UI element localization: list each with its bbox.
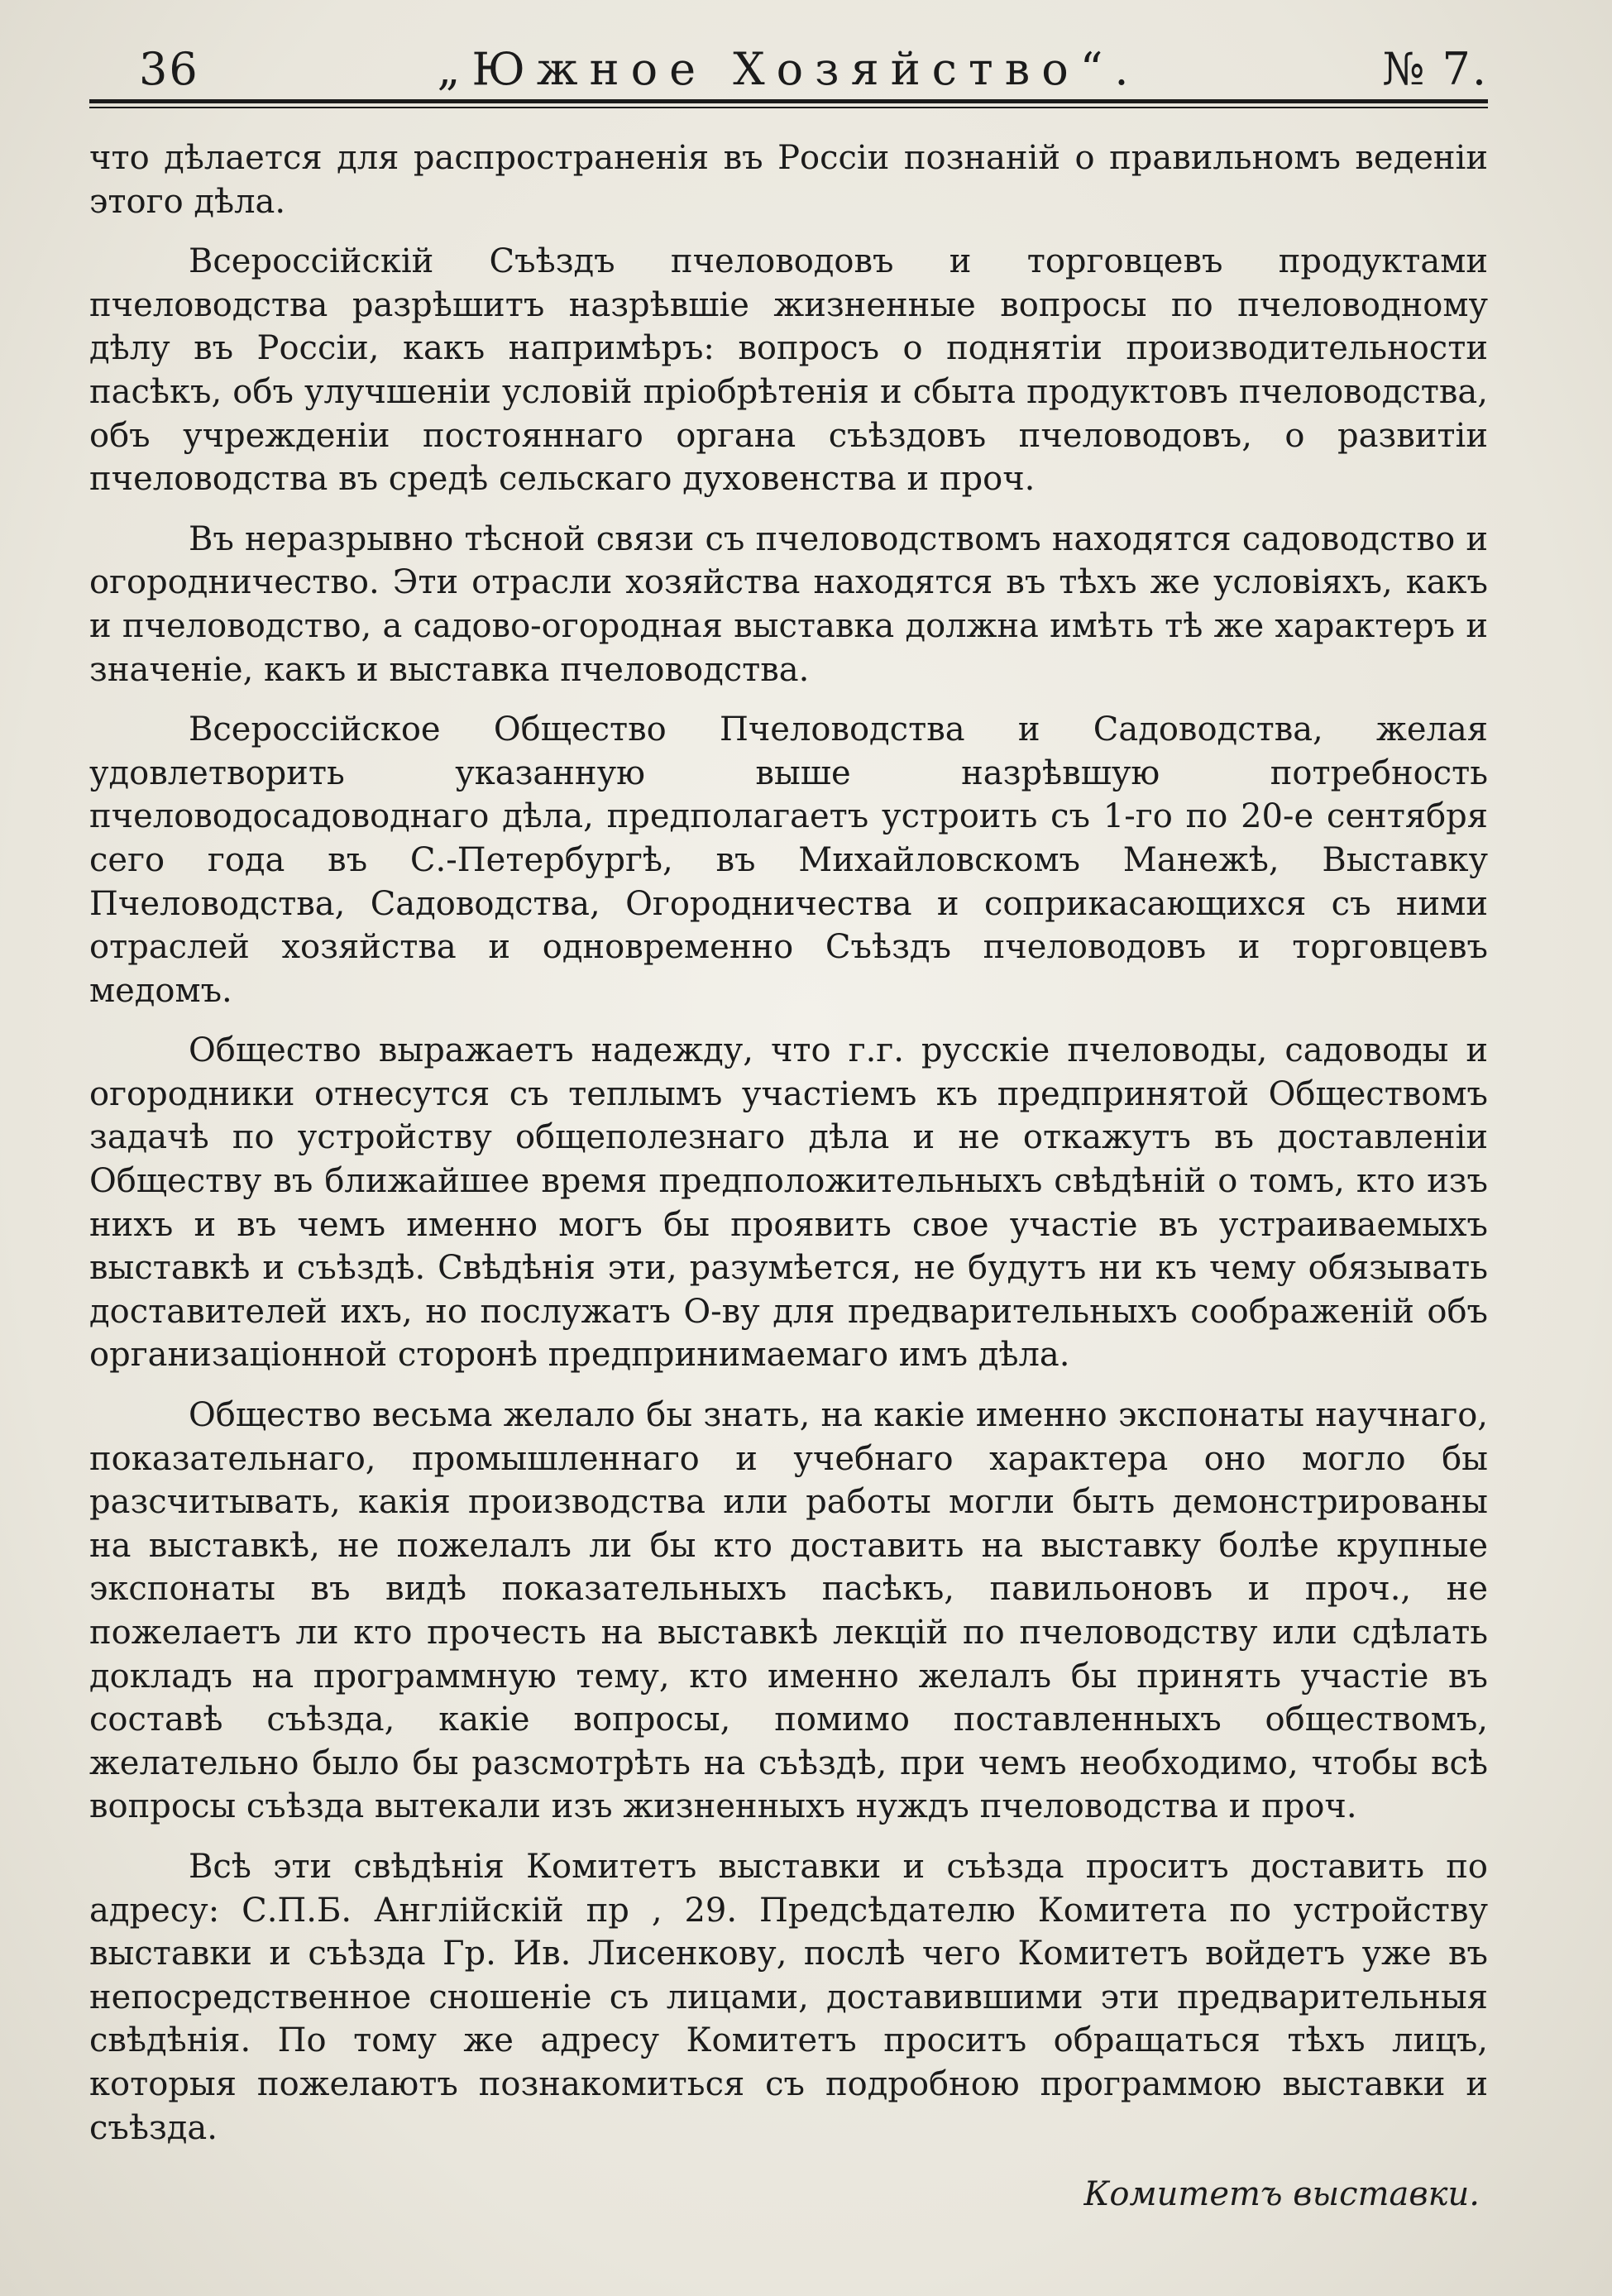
- journal-title: „Южное Хозяйство“.: [437, 43, 1141, 95]
- page-number: 36: [139, 43, 199, 95]
- issue-number: № 7.: [1382, 43, 1488, 95]
- header-rule-thin: [89, 107, 1488, 108]
- running-header: [89, 40, 1488, 99]
- paragraph: Всероссійское Общество Пчеловодства и Садоводства, желая удовлетворить указанную выше назрѣвшую потребность пчеловодосадоводнаго дѣла, предполагаетъ устроить съ 1-го по 20-е сентября сего года въ С.-Петербургѣ, въ Михайловскомъ Манежѣ, Выставку Пчеловодства, Садоводства, Огородничества и соприкасающихся съ ними отраслей хозяйства и одновременно Съѣздъ пчеловодовъ и торговцевъ медомъ.: [89, 710, 1488, 1010]
- article-body: [89, 136, 1488, 2217]
- signature: Комитетъ выставки.: [1083, 2175, 1480, 2214]
- paragraph-continuation: что дѣлается для распространенія въ Россіи познаній о правильномъ веденіи этого дѣла.: [89, 139, 1488, 221]
- paragraph: Общество выражаетъ надежду, что г.г. русскіе пчеловоды, садоводы и огородники отнесутся съ теплымъ участіемъ къ предпринятой Обществомъ задачѣ по устройству общеполезнаго дѣла и не откажутъ въ доставленіи Обществу въ ближайшее время предположительныхъ свѣдѣній о томъ, кто изъ нихъ и въ чемъ именно могъ бы проявить свое участіе въ устраиваемыхъ выставкѣ и съѣздѣ. Свѣдѣнія эти, разумѣется, не будутъ ни къ чему обязывать доставителей ихъ, но послужатъ О-ву для предварительныхъ соображеній объ организаціонной сторонѣ предпринимаемаго имъ дѣла.: [89, 1031, 1488, 1375]
- paragraph: Въ неразрывно тѣсной связи съ пчеловодствомъ находятся садоводство и огородничество. Эти отрасли хозяйства находятся въ тѣхъ же условіяхъ, какъ и пчеловодство, а садово-огородная выставка должна имѣть тѣ же характеръ и значеніе, какъ и выставка пчеловодства.: [89, 519, 1488, 689]
- paragraph: Всероссійскій Съѣздъ пчеловодовъ и торговцевъ продуктами пчеловодства разрѣшитъ назрѣвшіе жизненные вопросы по пчеловодному дѣлу въ Россіи, какъ напримѣръ: вопросъ о поднятіи производительности пасѣкъ, объ улучшеніи условій пріобрѣтенія и сбыта продуктовъ пчеловодства, объ учрежденіи постояннаго органа съѣздовъ пчеловодовъ, о развитіи пчеловодства въ средѣ сельскаго духовенства и проч.: [89, 242, 1488, 499]
- paragraph: Всѣ эти свѣдѣнія Комитетъ выставки и съѣзда проситъ доставить по адресу: С.П.Б. Англійскій пр , 29. Предсѣдателю Комитета по устройству выставки и съѣзда Гр. Ив. Лисенкову, послѣ чего Комитетъ войдетъ уже въ непосредственное сношеніе съ лицами, доставившими эти предварительныя свѣдѣнія. По тому же адресу Комитетъ проситъ обращаться тѣхъ лицъ, которыя пожелаютъ познакомиться съ подробною программою выставки и съѣзда.: [89, 1847, 1488, 2147]
- paragraph: Общество весьма желало бы знать, на какіе именно экспонаты научнаго, показательнаго, промышленнаго и учебнаго характера оно могло бы разсчитывать, какія производства или работы могли быть демонстрированы на выставкѣ, не пожелалъ ли бы кто доставить на выставку болѣе крупные экспонаты въ видѣ показательныхъ пасѣкъ, павильоновъ и проч., не пожелаетъ ли кто прочесть на выставкѣ лекцій по пчеловодству или сдѣлать докладъ на программную тему, кто именно желалъ бы принять участіе въ составѣ съѣзда, какіе вопросы, помимо поставленныхъ обществомъ, желательно было бы разсмотрѣть на съѣздѣ, при чемъ необходимо, чтобы всѣ вопросы съѣзда вытекали изъ жизненныхъ нуждъ пчеловодства и проч.: [89, 1396, 1488, 1826]
- header-rule-thick: [89, 99, 1488, 103]
